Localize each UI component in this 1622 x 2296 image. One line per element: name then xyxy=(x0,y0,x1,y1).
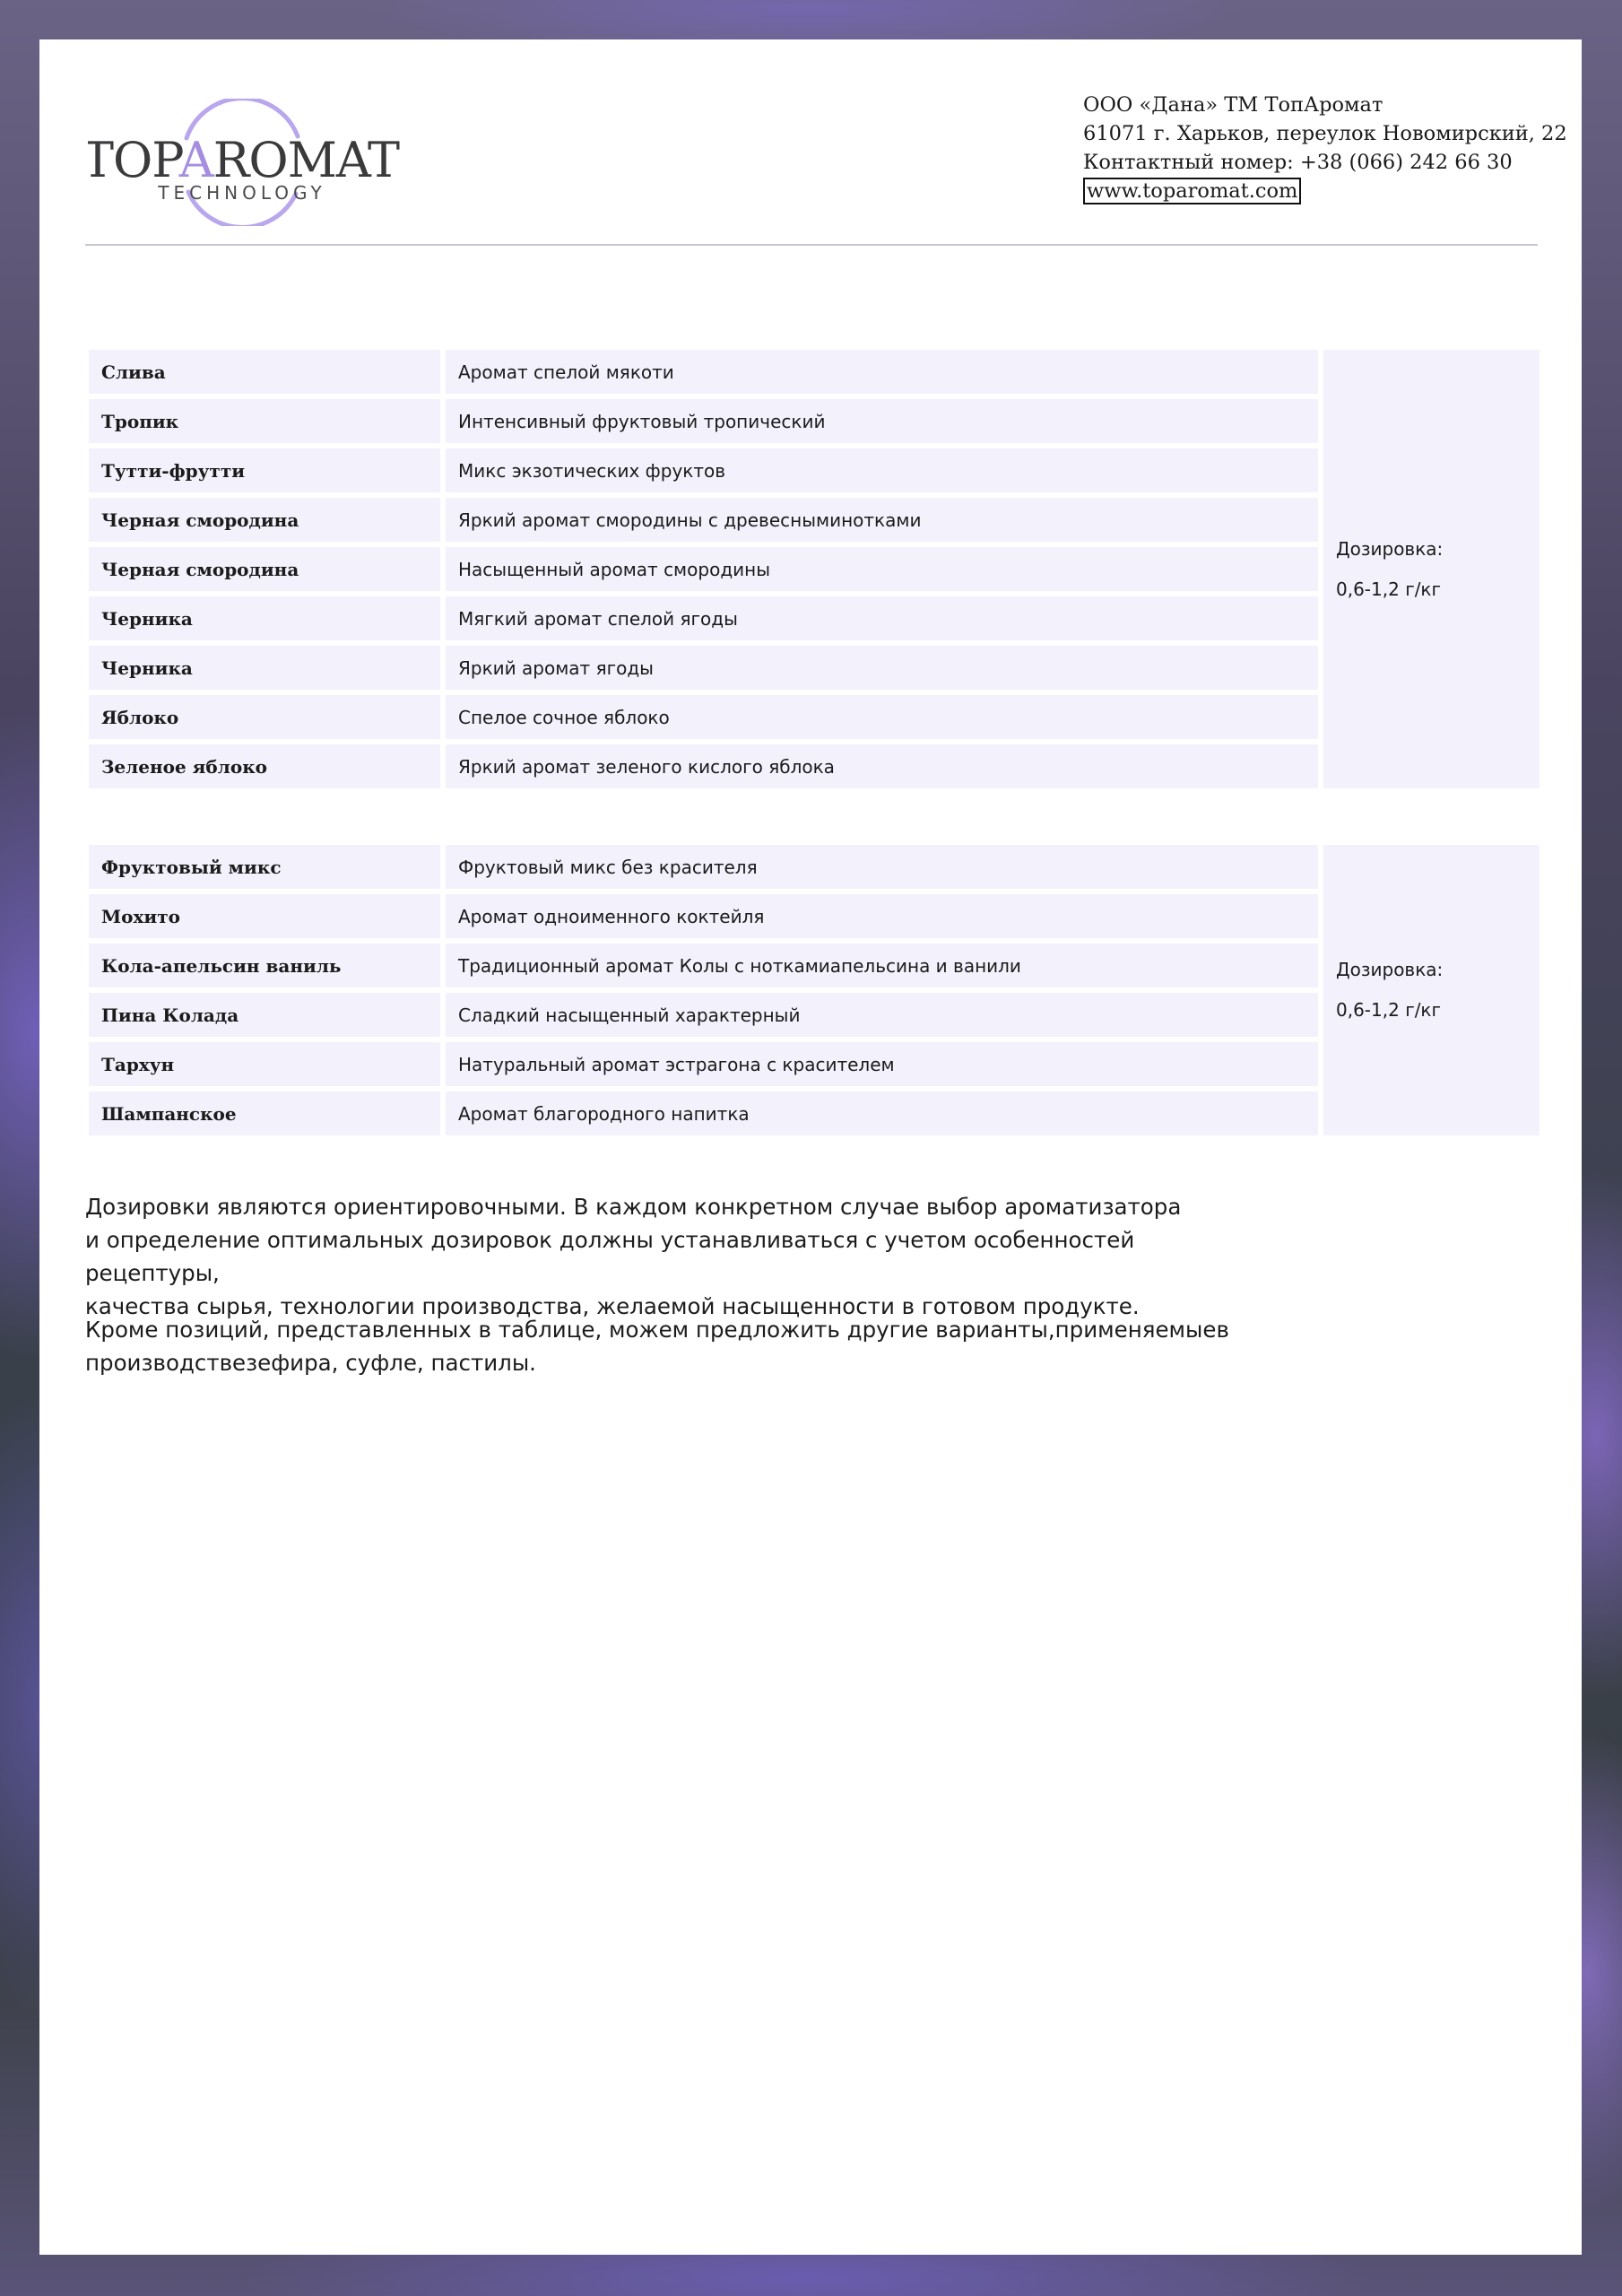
dosage-note-paragraph xyxy=(85,1190,1251,1323)
table-row xyxy=(89,894,1540,938)
logo-text-top: TOP xyxy=(88,132,179,188)
contact-block xyxy=(1083,91,1567,205)
flavor-description: Микс экзотических фруктов xyxy=(446,448,1318,492)
flavor-name: Шампанское xyxy=(89,1091,440,1135)
flavor-name: Зеленое яблоко xyxy=(89,744,440,788)
flavor-description: Традиционный аромат Колы с ноткамиапельсина и ванили xyxy=(446,944,1318,987)
flavor-description: Яркий аромат смородины с древесныминотками xyxy=(446,498,1318,542)
dosage-cell xyxy=(1323,845,1540,1135)
flavor-name: Черная смородина xyxy=(89,547,440,591)
flavor-name: Фруктовый микс xyxy=(89,845,440,889)
svg-text:TOPAROMAT xyxy=(88,132,400,188)
table-row xyxy=(89,596,1540,640)
flavor-table-2 xyxy=(83,839,1545,1141)
website-link[interactable]: www.toparomat.com xyxy=(1083,178,1301,204)
other-options-paragraph xyxy=(85,1313,1251,1379)
flavor-description: Аромат одноименного коктейля xyxy=(446,894,1318,938)
dosage-cell xyxy=(1323,350,1540,788)
logo-text-romat: ROMAT xyxy=(213,132,399,188)
logo-text-accent: A xyxy=(178,132,213,188)
flavor-name: Пина Колада xyxy=(89,993,440,1037)
flavor-description: Фруктовый микс без красителя xyxy=(446,845,1318,889)
flavor-description: Интенсивный фруктовый тропический xyxy=(446,399,1318,443)
table-row xyxy=(89,646,1540,690)
flavor-description: Натуральный аромат эстрагона с красителем xyxy=(446,1042,1318,1086)
dosage-value: 0,6-1,2 г/кг xyxy=(1336,578,1442,600)
company-name: ООО «Дана» ТМ ТопАромат xyxy=(1083,93,1383,117)
flavor-table-1 xyxy=(83,344,1545,794)
table-row xyxy=(89,547,1540,591)
table-row xyxy=(89,845,1540,889)
table-row xyxy=(89,944,1540,987)
note-line: Дозировки являются ориентировочными. В каждом конкретном случае выбор ароматизатора xyxy=(85,1194,1182,1220)
table-row xyxy=(89,993,1540,1037)
table-row xyxy=(89,498,1540,542)
dosage-value: 0,6-1,2 г/кг xyxy=(1336,999,1442,1021)
flavor-name: Слива xyxy=(89,350,440,394)
flavor-description: Спелое сочное яблоко xyxy=(446,695,1318,739)
flavor-description: Сладкий насыщенный характерный xyxy=(446,993,1318,1037)
toparomat-logo xyxy=(88,99,402,226)
flavor-description: Яркий аромат ягоды xyxy=(446,646,1318,690)
header-divider xyxy=(85,244,1538,246)
note-line: и определение оптимальных дозировок должны устанавливаться с учетом особенностей рецептуры, xyxy=(85,1227,1135,1286)
table-row xyxy=(89,1042,1540,1086)
company-phone: Контактный номер: +38 (066) 242 66 30 xyxy=(1083,151,1513,174)
flavor-name: Кола-апельсин ваниль xyxy=(89,944,440,987)
flavor-name: Черника xyxy=(89,646,440,690)
table-row xyxy=(89,448,1540,492)
table-row xyxy=(89,350,1540,394)
flavor-name: Мохито xyxy=(89,894,440,938)
note-line: качества сырья, технологии производства, желаемой насыщенности в готовом продукте. xyxy=(85,1293,1140,1319)
flavor-name: Тархун xyxy=(89,1042,440,1086)
flavor-name: Черника xyxy=(89,596,440,640)
table-row xyxy=(89,695,1540,739)
dosage-label: Дозировка: xyxy=(1336,537,1444,560)
logo-subtitle: TECHNOLOGY xyxy=(158,182,326,204)
flavor-name: Яблоко xyxy=(89,695,440,739)
flavor-name: Тутти-фрутти xyxy=(89,448,440,492)
document-page xyxy=(39,39,1582,2255)
company-address: 61071 г. Харьков, переулок Новомирский, 22 xyxy=(1083,122,1567,145)
logo-graphic xyxy=(88,99,402,226)
note-line: производствезефира, суфле, пастилы. xyxy=(85,1350,536,1376)
flavor-description: Яркий аромат зеленого кислого яблока xyxy=(446,744,1318,788)
table-row xyxy=(89,1091,1540,1135)
dosage-label: Дозировка: xyxy=(1336,959,1444,980)
table-row xyxy=(89,399,1540,443)
table-row xyxy=(89,744,1540,788)
flavor-description: Насыщенный аромат смородины xyxy=(446,547,1318,591)
flavor-description: Аромат спелой мякоти xyxy=(446,350,1318,394)
flavor-description: Аромат благородного напитка xyxy=(446,1091,1318,1135)
flavor-name: Черная смородина xyxy=(89,498,440,542)
flavor-description: Мягкий аромат спелой ягоды xyxy=(446,596,1318,640)
flavor-name: Тропик xyxy=(89,399,440,443)
note-line: Кроме позиций, представленных в таблице, можем предложить другие варианты,применяемыев xyxy=(85,1317,1229,1343)
